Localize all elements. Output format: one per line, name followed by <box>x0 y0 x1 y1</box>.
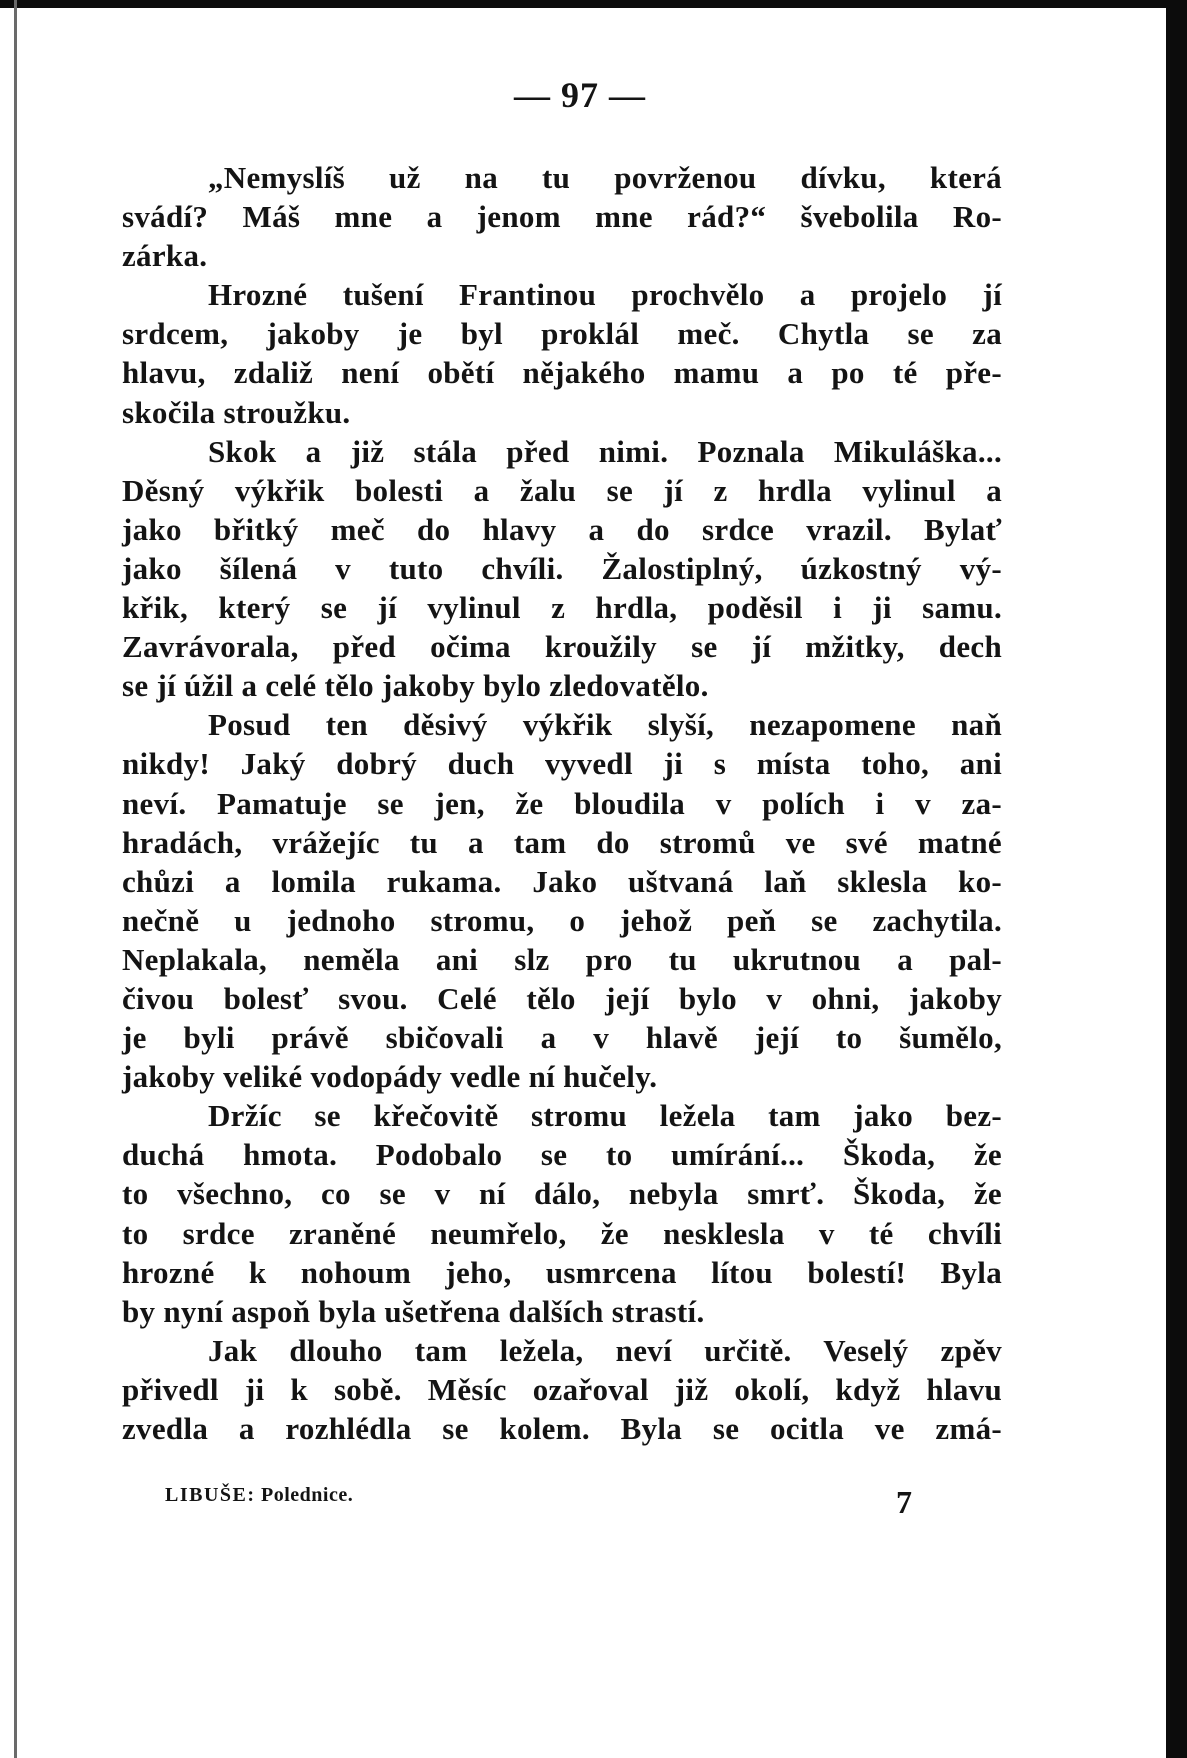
text-line: zvedla a rozhlédla se kolem. Byla se ocitla ve zmá- <box>122 1411 1002 1446</box>
scan-border-top <box>0 0 1187 8</box>
text-line: se jí úžil a celé tělo jakoby bylo zledovatělo. <box>122 668 709 704</box>
text-line: přivedl ji k sobě. Měsíc ozařoval již okolí, když hlavu <box>122 1371 1002 1407</box>
signature-mark: 7 <box>896 1484 912 1520</box>
body-text <box>122 158 1002 1448</box>
text-line: křik, který se jí vylinul z hrdla, poděsil i ji samu. <box>122 590 1002 626</box>
text-line: čivou bolesť svou. Celé tělo její bylo v ohni, jakoby <box>122 980 1002 1016</box>
text-line: hrozné k nohoum jeho, usmrcena lítou bolestí! Byla <box>122 1254 1002 1290</box>
text-line: „Nemyslíš už na tu povrženou dívku, která <box>208 160 1002 195</box>
text-line: Jak dlouho tam ležela, neví určitě. Veselý zpěv <box>208 1332 1002 1368</box>
text-line: to srdce zraněné neumřelo, že nesklesla v té chvíli <box>122 1215 1002 1251</box>
text-line: jako šílená v tuto chvíli. Žalostiplný, úzkostný vý- <box>122 550 1002 586</box>
text-line: to všechno, co se v ní dálo, nebyla smrť. Škoda, že <box>122 1176 1002 1212</box>
text-line: je byli právě sbičovali a v hlavě její to šumělo, <box>122 1020 1002 1056</box>
text-line: chůzi a lomila rukama. Jako uštvaná laň sklesla ko- <box>122 863 1002 899</box>
text-line: Děsný výkřik bolesti a žalu se jí z hrdla vylinul a <box>122 472 1002 508</box>
text-line: Skok a již stála před nimi. Poznala Mikuláška... <box>208 433 1002 469</box>
text-line: nikdy! Jaký dobrý duch vyvedl ji s místa toho, ani <box>122 746 1002 782</box>
page-number: — 97 — <box>514 75 646 115</box>
text-line: skočila stroužku. <box>122 394 351 430</box>
text-line: Hrozné tušení Frantinou prochvělo a projelo jí <box>208 277 1002 313</box>
text-line: Zavrávorala, před očima kroužily se jí mžitky, dech <box>122 629 1002 665</box>
text-line: zárka. <box>122 238 208 274</box>
text-line: duchá hmota. Podobalo se to umírání... Škoda, že <box>122 1137 1002 1173</box>
scan-border-left <box>14 0 17 1758</box>
text-line: by nyní aspoň byla ušetřena dalších strastí. <box>122 1293 705 1329</box>
footer-imprint <box>165 1484 353 1507</box>
text-line: Posud ten děsivý výkřik slyší, nezapomene naň <box>208 707 1002 743</box>
text-line: svádí? Máš mne a jenom mne rád?“ švebolila Ro- <box>122 199 1002 235</box>
text-line: Držíc se křečovitě stromu ležela tam jako bez- <box>208 1098 1002 1134</box>
text-line: neví. Pamatuje se jen, že bloudila v polích i v za- <box>122 785 1002 821</box>
footer-title: Polednice. <box>261 1484 354 1506</box>
text-line: hlavu, zdaliž není obětí nějakého mamu a po té pře- <box>122 355 1002 391</box>
text-line: jakoby veliké vodopády vedle ní hučely. <box>122 1059 658 1095</box>
text-line: jako břitký meč do hlavy a do srdce vrazil. Bylať <box>122 511 1002 547</box>
text-line: srdcem, jakoby je byl proklál meč. Chytla se za <box>122 316 1002 352</box>
footer-author: LIBUŠE: <box>165 1484 256 1506</box>
text-line: nečně u jednoho stromu, o jehož peň se zachytila. <box>122 902 1002 938</box>
scan-border-right <box>1166 0 1187 1758</box>
text-line: Neplakala, neměla ani slz pro tu ukrutnou a pal- <box>122 941 1002 977</box>
text-line: hradách, vrážejíc tu a tam do stromů ve své matné <box>122 824 1002 860</box>
